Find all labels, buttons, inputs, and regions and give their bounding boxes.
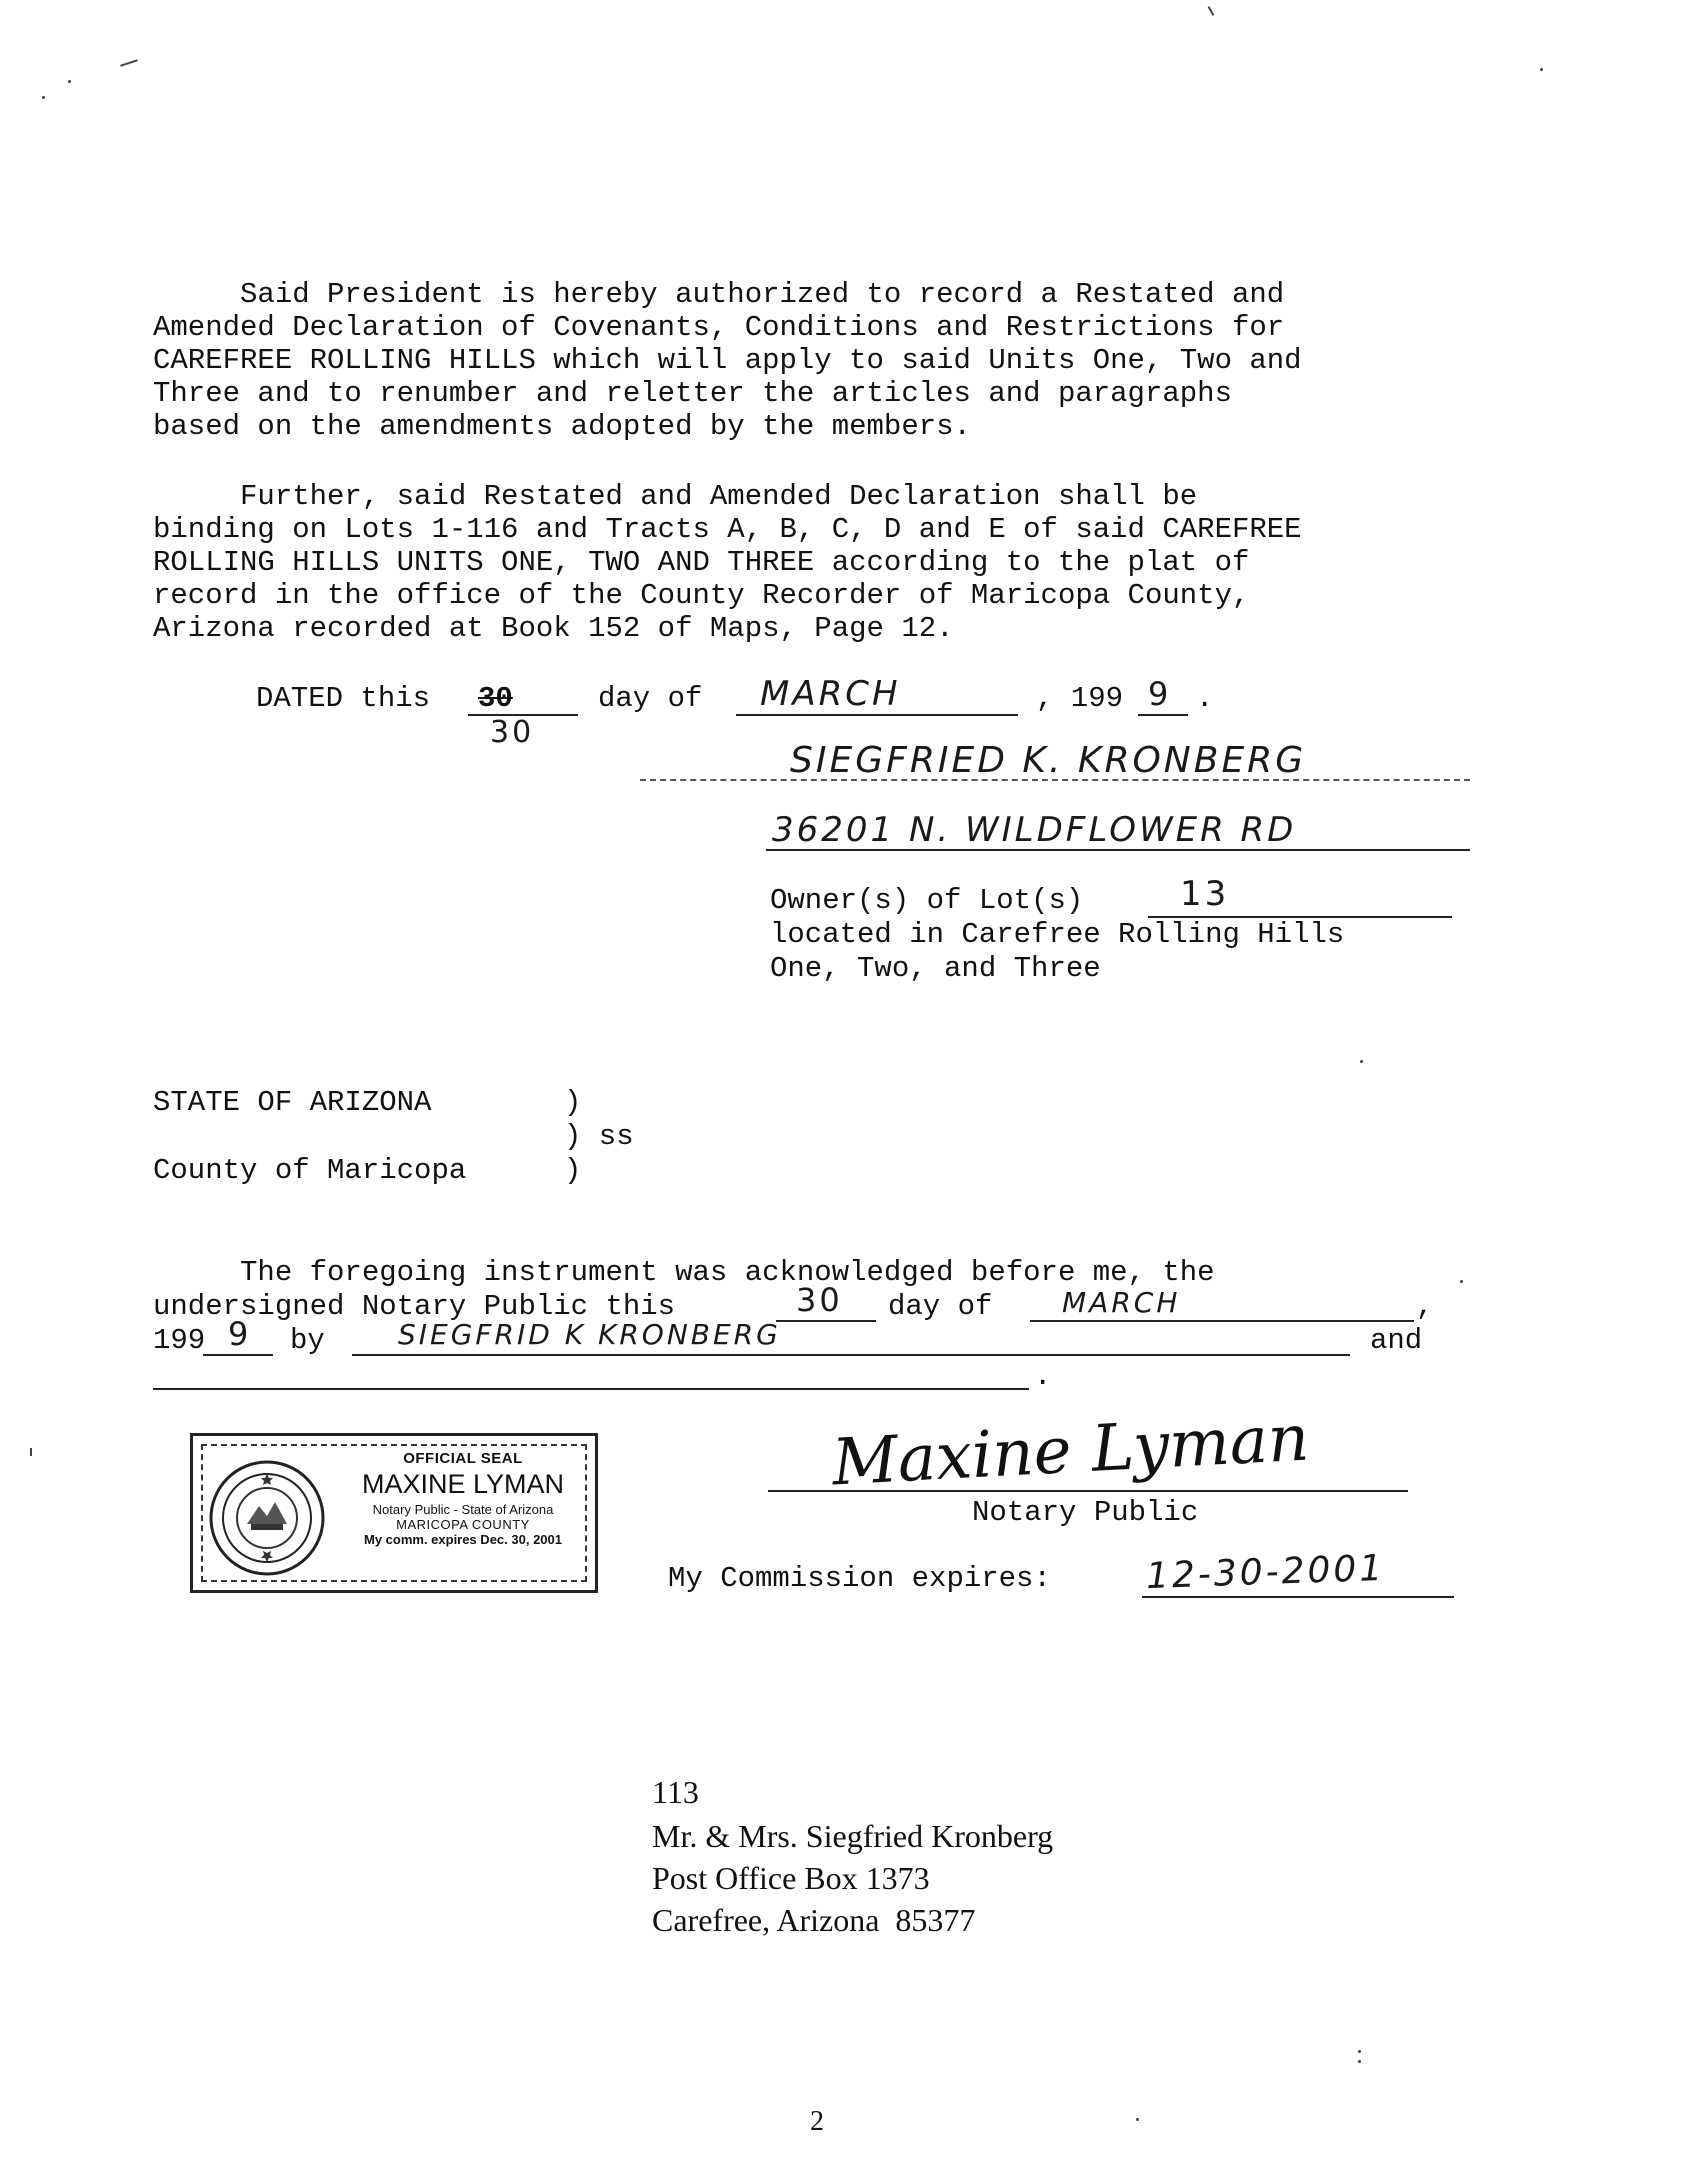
- seal-name: MAXINE LYMAN: [361, 1469, 565, 1499]
- paragraph-authorization: Said President is hereby authorized to record a Restated and Amended Declaration of Covenants, Conditions and Restrictions for CAREFREE ROLLING HILLS which will apply to said Units One, Two and Three and to renumber and reletter the articles and paragraphs based on the amendments adopted by the members.: [153, 278, 1302, 443]
- return-record-number: 113: [652, 1774, 699, 1810]
- ack-period: .: [1034, 1360, 1052, 1393]
- scan-speck: [1540, 68, 1543, 71]
- return-address-name: Mr. & Mrs. Siegfried Kronberg: [652, 1818, 1054, 1854]
- dated-month-underline: [736, 714, 1018, 716]
- venue-county: County of Maricopa: [153, 1154, 467, 1187]
- arizona-state-seal-icon: [207, 1458, 327, 1578]
- dated-day-of: day of: [598, 682, 703, 715]
- owner-lot-label: Owner(s) of Lot(s): [770, 884, 1084, 917]
- dated-day-handwritten: 30: [490, 715, 535, 750]
- page-number: 2: [810, 2106, 824, 2137]
- scan-speck: [1460, 1280, 1463, 1283]
- acknowledgment-line1: The foregoing instrument was acknowledged before me, the: [153, 1256, 1215, 1289]
- dated-year-prefix: , 199: [1036, 682, 1124, 715]
- dated-year-underline: [1138, 714, 1188, 716]
- dated-prefix: DATED this: [256, 682, 431, 715]
- ack-day-of: day of: [888, 1290, 993, 1323]
- scan-speck: [1358, 2050, 1361, 2053]
- ack-month-underline: [1030, 1320, 1414, 1322]
- dated-year-digit: 9: [1148, 675, 1172, 713]
- owner-address-handwritten: 36201 N. WILDFLOWER RD: [772, 810, 1297, 850]
- owner-location-line2: One, Two, and Three: [770, 952, 1101, 985]
- notary-public-label: Notary Public: [972, 1496, 1199, 1529]
- scan-speck: [68, 80, 71, 83]
- commission-label: My Commission expires:: [668, 1562, 1051, 1595]
- ack-by: by: [290, 1324, 325, 1357]
- ack-and: and: [1370, 1324, 1423, 1357]
- paragraph-binding: Further, said Restated and Amended Declaration shall be binding on Lots 1-116 and Tracts A, B, C, D and E of said CAREFREE ROLLING HILLS UNITS ONE, TWO AND THREE according to the plat of record in the office of the County Recorder of Maricopa County, Arizona recorded at Book 152 of Maps, Page 12.: [153, 480, 1302, 645]
- ack-year-underline: [203, 1354, 273, 1356]
- ack-year-digit: 9: [228, 1315, 252, 1353]
- ack-month-handwritten: MARCH: [1062, 1286, 1181, 1319]
- dated-day-struck: 30: [478, 682, 513, 715]
- venue-ss: ) ss: [564, 1120, 634, 1153]
- return-address-city: Carefree, Arizona 85377: [652, 1902, 976, 1938]
- dated-period: .: [1196, 682, 1214, 715]
- ack-comma: ,: [1416, 1290, 1434, 1323]
- scan-speck: [42, 96, 45, 99]
- scan-speck: [1360, 1060, 1363, 1063]
- commission-underline: [1142, 1596, 1454, 1598]
- ack-blank-underline: [153, 1388, 1029, 1390]
- owner-lot-number: 13: [1180, 874, 1230, 914]
- ack-day-underline: [776, 1320, 876, 1322]
- scan-speck: [1358, 2060, 1361, 2063]
- seal-title: OFFICIAL SEAL: [403, 1450, 523, 1467]
- ack-year-prefix: 199: [153, 1324, 206, 1357]
- scan-speck: [30, 1448, 32, 1456]
- return-address-box: Post Office Box 1373: [652, 1860, 930, 1896]
- acknowledgment-line2-prefix: undersigned Notary Public this: [153, 1290, 676, 1323]
- seal-county-line: MARICOPA COUNTY: [396, 1517, 530, 1532]
- seal-text: [343, 1450, 583, 1547]
- seal-expiry-line: My comm. expires Dec. 30, 2001: [363, 1532, 562, 1547]
- scan-speck: [1136, 2118, 1139, 2121]
- owner-name-handwritten: SIEGFRIED K. KRONBERG: [790, 740, 1307, 781]
- scan-speck: [120, 59, 138, 66]
- venue-paren-3: ): [564, 1154, 582, 1187]
- ack-day-handwritten: 30: [796, 1281, 843, 1319]
- official-notary-seal: [190, 1433, 598, 1593]
- owner-location-line1: located in Carefree Rolling Hills: [770, 918, 1345, 951]
- venue-state: STATE OF ARIZONA: [153, 1086, 432, 1119]
- dated-month-handwritten: MARCH: [760, 674, 901, 714]
- ack-name-underline: [352, 1354, 1350, 1356]
- notary-signature: Maxine Lyman: [830, 1401, 1311, 1501]
- venue-paren-1: ): [564, 1086, 582, 1119]
- seal-state-line: Notary Public - State of Arizona: [372, 1502, 554, 1517]
- ack-name-handwritten: SIEGFRID K KRONBERG: [398, 1318, 781, 1351]
- scan-speck: [1208, 6, 1215, 16]
- commission-date-handwritten: 12-30-2001: [1145, 1547, 1386, 1598]
